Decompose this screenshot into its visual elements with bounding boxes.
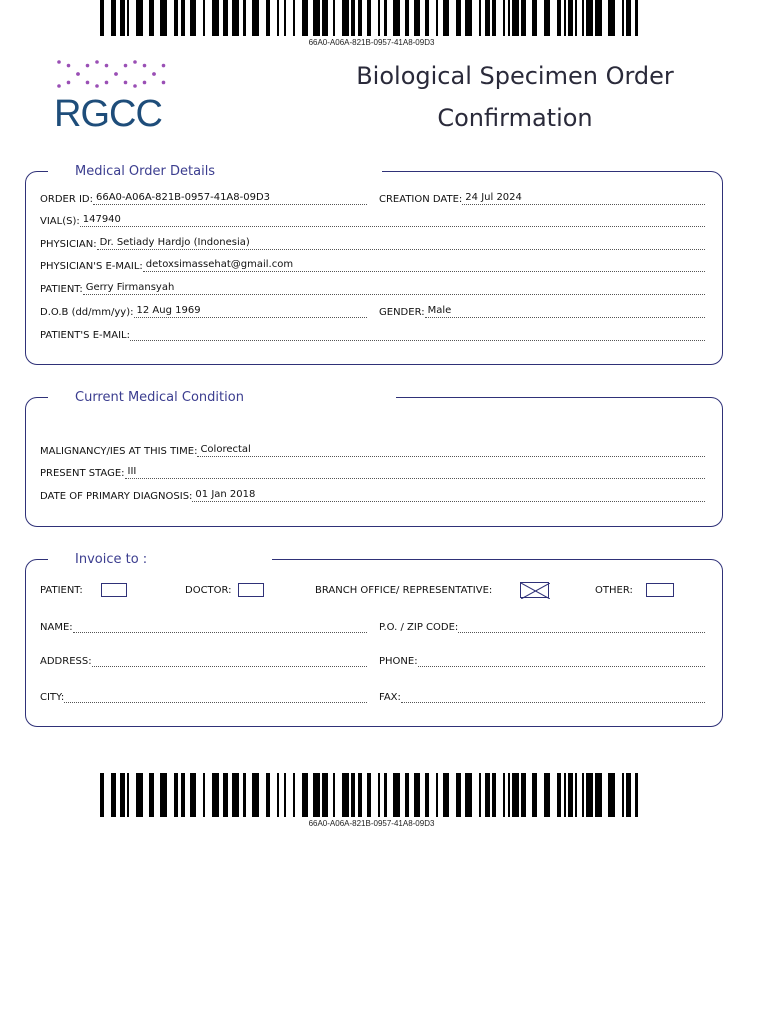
patient-email-label: PATIENT'S E-MAIL: [40,330,130,341]
invoice-patient-label: PATIENT: [40,585,83,596]
gender-field [379,304,705,318]
invoice-doctor-checkbox[interactable] [238,583,264,597]
title-line-2: Confirmation [437,104,593,132]
vials-label: VIAL(S): [40,216,80,227]
patient-field [40,281,705,295]
stage-value: III [125,466,705,479]
invoice-fax-value[interactable] [401,702,705,703]
invoice-fax-label: FAX: [379,692,401,703]
diagnosis-label: DATE OF PRIMARY DIAGNOSIS: [40,491,193,502]
invoice-zip-field [379,619,705,633]
invoice-zip-label: P.O. / ZIP CODE: [379,622,459,633]
invoice-name-value[interactable] [73,632,367,633]
physician-email-label: PHYSICIAN'S E-MAIL: [40,261,143,272]
malignancy-value: Colorectal [197,444,705,457]
invoice-phone-field [379,653,705,667]
patient-email-value [130,340,705,341]
title-line-1: Biological Specimen Order [356,62,674,90]
dob-value: 12 Aug 1969 [134,305,368,318]
bottom-barcode-text: 66A0-A06A-821B-0957-41A8-09D3 [308,819,435,828]
gender-value: Male [425,305,705,318]
page-title [300,55,730,139]
malignancy-label: MALIGNANCY/IES AT THIS TIME: [40,446,198,457]
creation-date-label: CREATION DATE: [379,194,463,205]
order-id-label: ORDER ID: [40,194,93,205]
physician-email-field [40,258,705,272]
invoice-phone-label: PHONE: [379,656,418,667]
creation-date-field [379,191,705,205]
invoice-branch-checkbox[interactable] [520,582,549,598]
invoice-city-field [40,689,367,703]
stage-field [40,465,705,479]
vials-value: 147940 [80,214,705,227]
dob-label: D.O.B (dd/mm/yy): [40,307,134,318]
stage-label: PRESENT STAGE: [40,468,125,479]
physician-email-value: detoxsimassehat@gmail.com [143,259,705,272]
invoice-patient-checkbox[interactable] [101,583,127,597]
order-id-value: 66A0-A06A-821B-0957-41A8-09D3 [93,192,367,205]
invoice-address-field [40,653,367,667]
invoice-address-value[interactable] [92,666,367,667]
invoice-other-checkbox[interactable] [646,583,674,597]
invoice-address-label: ADDRESS: [40,656,92,667]
patient-value: Gerry Firmansyah [83,282,705,295]
dob-field [40,304,367,318]
invoice-other-label: OTHER: [595,585,633,596]
diagnosis-field [40,488,705,502]
physician-label: PHYSICIAN: [40,239,97,250]
diagnosis-value: 01 Jan 2018 [192,489,705,502]
invoice-phone-value[interactable] [418,666,705,667]
logo-dots-icon [55,56,170,92]
top-barcode [100,0,643,36]
condition-heading: Current Medical Condition [71,390,248,406]
invoice-heading: Invoice to : [71,552,151,568]
creation-date-value: 24 Jul 2024 [462,192,705,205]
vials-field [40,213,705,227]
invoice-name-label: NAME: [40,622,73,633]
patient-email-field [40,327,705,341]
invoice-branch-label: BRANCH OFFICE/ REPRESENTATIVE: [315,585,493,596]
malignancy-field [40,443,705,457]
medical-order-heading: Medical Order Details [71,164,219,180]
physician-value: Dr. Setiady Hardjo (Indonesia) [97,237,705,250]
condition-panel [25,397,723,527]
invoice-zip-value[interactable] [458,632,705,633]
invoice-city-value[interactable] [64,702,367,703]
bottom-barcode [100,773,643,817]
order-id-field [40,191,367,205]
gender-label: GENDER: [379,307,425,318]
invoice-city-label: CITY: [40,692,65,703]
invoice-name-field [40,619,367,633]
patient-label: PATIENT: [40,284,83,295]
invoice-doctor-label: DOCTOR: [185,585,232,596]
invoice-fax-field [379,689,705,703]
physician-field [40,236,705,250]
checkbox-x-icon [521,583,550,599]
logo-text: RGCC [54,93,162,135]
top-barcode-text: 66A0-A06A-821B-0957-41A8-09D3 [308,38,435,47]
